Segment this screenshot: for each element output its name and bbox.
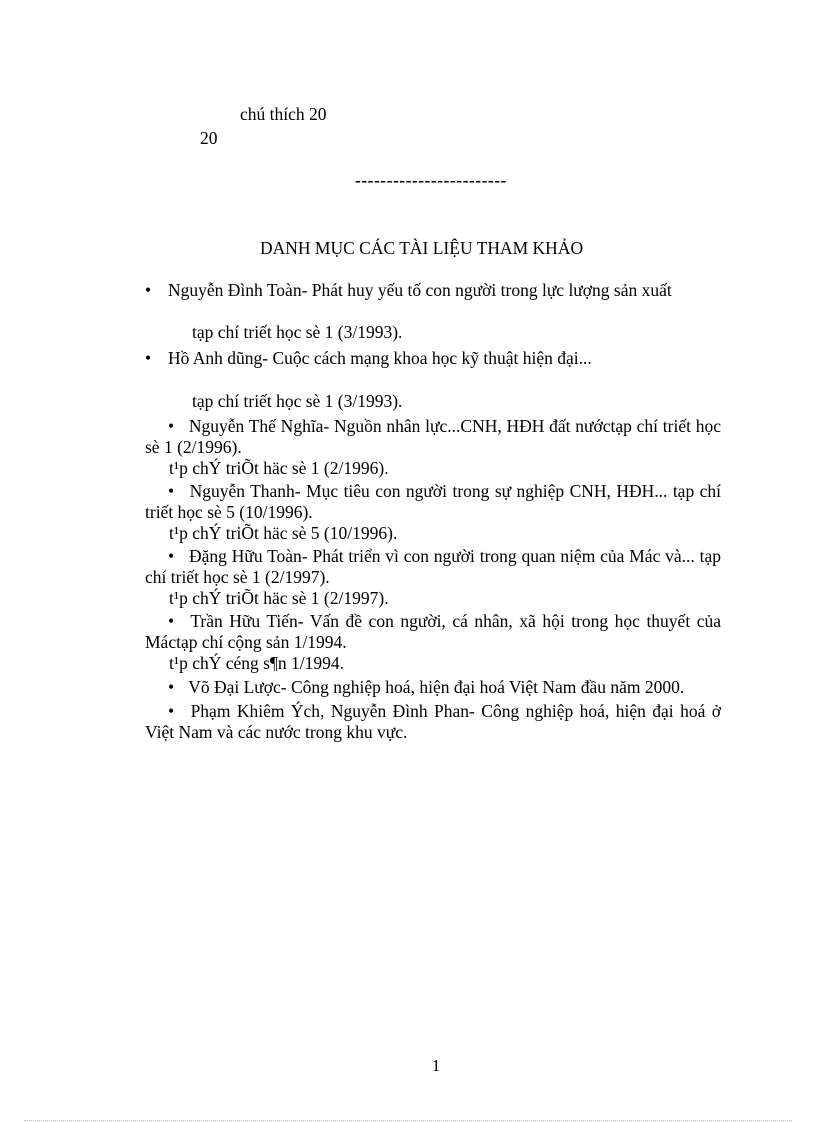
reference-item-1 (145, 280, 721, 301)
reference-item-6 (145, 611, 721, 653)
reference-text: Hồ Anh dũng- Cuộc cách mạng khoa học kỹ thuật hiện đại... (168, 348, 592, 368)
reference-sub: t¹p chÝ céng s¶n 1/1994. (169, 653, 345, 673)
reference-sub: t¹p chÝ triÕt häc sè 5 (10/1996). (169, 523, 398, 543)
bullet-icon: • (168, 701, 175, 721)
reference-text: Nguyễn Thanh- Mục tiêu con người trong sự nghiệp CNH, HĐH... tạp chí triết học sè 5 (10/1996). (145, 481, 722, 522)
reference-text: Đặng Hữu Toàn- Phát triển vì con người trong quan niệm của Mác và... tạp chí triết học sè 1 (2/1997). (145, 546, 721, 587)
reference-sub: t¹p chÝ triÕt häc sè 1 (2/1997). (169, 588, 389, 608)
reference-text: Phạm Khiêm Ých, Nguyễn Đình Phan- Công nghiệp hoá, hiện đại hoá ở Việt Nam và các nước trong khu vực. (145, 701, 722, 742)
separator-line: ------------------------ (355, 170, 507, 190)
reference-item-5 (145, 546, 721, 588)
reference-text: Nguyễn Thế Nghĩa- Nguồn nhân lực...CNH, HĐH đất nướctạp chí triết học sè 1 (2/1996). (145, 416, 721, 457)
reference-item-3 (145, 416, 721, 458)
reference-sub: tạp chí triết học sè 1 (3/1993). (192, 391, 403, 411)
bullet-icon: • (168, 677, 175, 697)
reference-text: Nguyễn Đình Toàn- Phát huy yếu tố con người trong lực lượng sản xuất (168, 280, 672, 300)
page-number: 1 (431, 1056, 441, 1075)
reference-item-4 (145, 481, 721, 523)
bullet-icon: • (145, 348, 152, 368)
bullet-icon: • (168, 481, 175, 501)
note-number: 20 (200, 128, 218, 148)
reference-item-8 (145, 701, 721, 743)
reference-item-7 (145, 677, 721, 698)
bullet-icon: • (145, 280, 152, 300)
reference-text: Trần Hữu Tiến- Vấn đề con người, cá nhân, xã hội trong học thuyết của Máctạp chí cộng sản 1/1994. (145, 611, 721, 652)
reference-item-2 (145, 348, 721, 369)
bullet-icon: • (168, 416, 175, 436)
reference-sub: tạp chí triết học sè 1 (3/1993). (192, 322, 403, 342)
bullet-icon: • (168, 611, 175, 631)
bullet-icon: • (168, 546, 175, 566)
reference-list (145, 280, 721, 743)
note-line: chú thích 20 (240, 104, 327, 124)
reference-text: Võ Đại Lược- Công nghiệp hoá, hiện đại hoá Việt Nam đầu năm 2000. (188, 677, 685, 697)
page-title: DANH MỤC CÁC TÀI LIỆU THAM KHẢO (260, 238, 584, 258)
page-bottom-border (24, 1120, 792, 1121)
reference-sub: t¹p chÝ triÕt häc sè 1 (2/1996). (169, 458, 389, 478)
